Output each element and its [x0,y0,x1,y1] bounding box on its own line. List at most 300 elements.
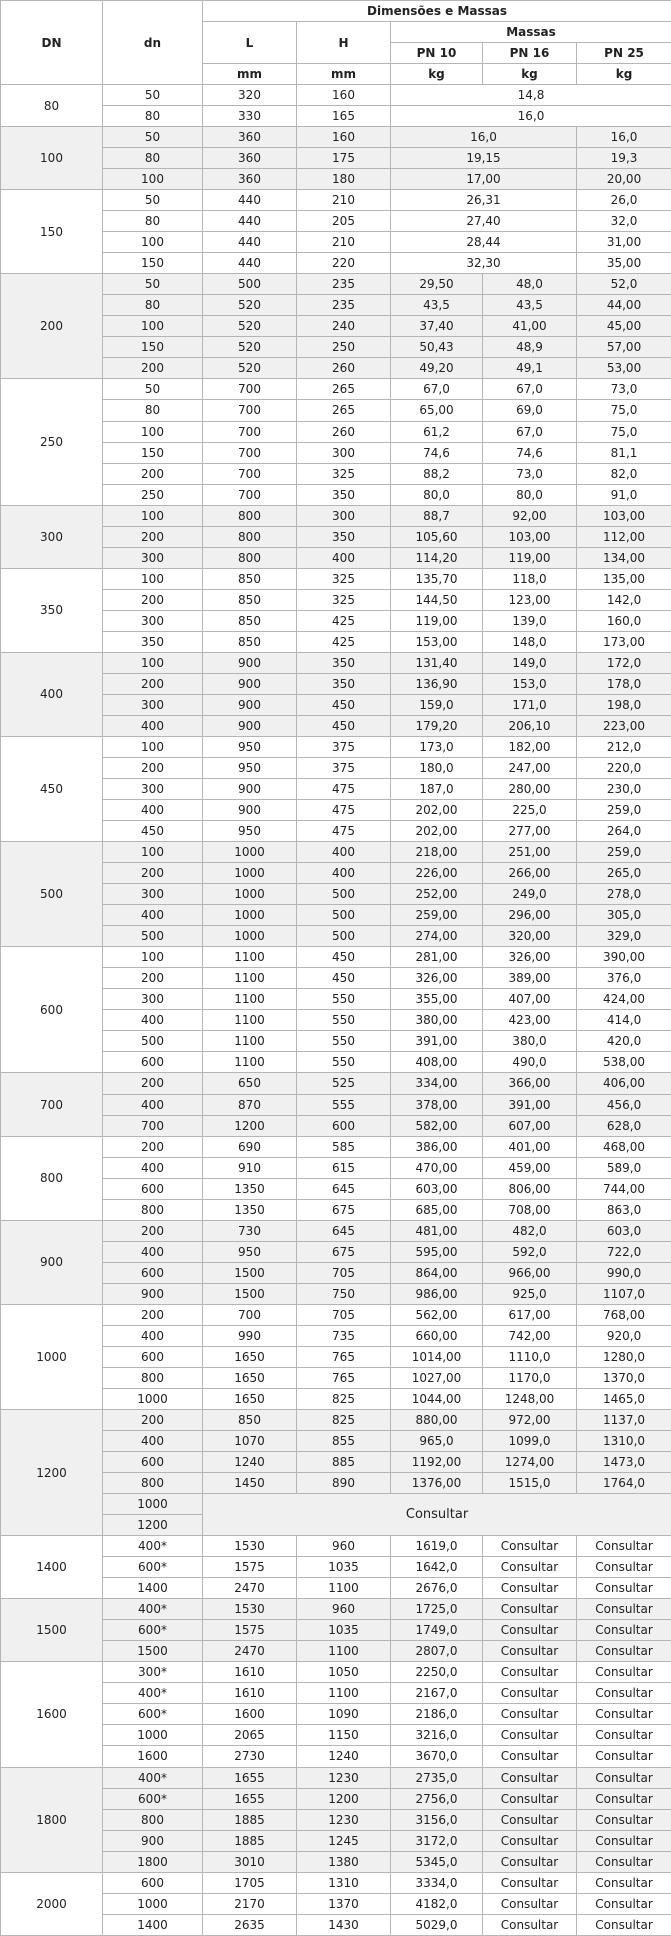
pn10-cell: 65,00 [391,400,483,421]
dn-small-cell: 700 [103,1115,203,1136]
dn-small-cell: 100 [103,947,203,968]
dn-small-cell: 300 [103,779,203,800]
pn10-cell: 119,00 [391,610,483,631]
l-cell: 1575 [203,1557,297,1578]
pn10-cell: 226,00 [391,863,483,884]
pn10-cell: 1376,00 [391,1473,483,1494]
dn-small-cell: 300 [103,547,203,568]
h-cell: 260 [297,421,391,442]
h-cell: 350 [297,484,391,505]
pn10-cell: 334,00 [391,1073,483,1094]
pn25-cell: Consultar [577,1746,671,1767]
pn25-cell: 589,0 [577,1157,671,1178]
pn16-cell: 277,00 [483,821,577,842]
pn16-cell: Consultar [483,1683,577,1704]
dn-small-cell: 100 [103,505,203,526]
h-cell: 450 [297,694,391,715]
pn10-cell: 105,60 [391,526,483,547]
pn10-pn16-merged-cell: 19,15 [391,148,577,169]
table-row [1,1136,671,1157]
dn-small-cell: 400 [103,1094,203,1115]
dn-small-cell: 1000 [103,1388,203,1409]
l-cell: 1885 [203,1809,297,1830]
table-row [1,1872,671,1893]
dn-cell: 900 [1,1220,103,1304]
dn-cell: 400 [1,652,103,736]
header-dimensions-masses: Dimensões e Massas [203,1,671,22]
h-cell: 325 [297,463,391,484]
table-row [1,274,671,295]
header-dn: DN [1,1,103,85]
pn10-pn16-merged-cell: 28,44 [391,232,577,253]
l-cell: 520 [203,295,297,316]
dn-small-cell: 300 [103,989,203,1010]
h-cell: 675 [297,1199,391,1220]
pn16-cell: 247,00 [483,758,577,779]
dn-small-cell: 800 [103,1809,203,1830]
h-cell: 450 [297,968,391,989]
pn16-cell: 482,0 [483,1220,577,1241]
dn-small-cell: 1000 [103,1494,203,1515]
l-cell: 1350 [203,1199,297,1220]
pn16-cell: 708,00 [483,1199,577,1220]
pn16-cell: 92,00 [483,505,577,526]
dn-small-cell: 50 [103,190,203,211]
l-cell: 950 [203,736,297,757]
dn-small-cell: 200 [103,358,203,379]
pn25-cell: 135,00 [577,568,671,589]
table-row [1,1536,671,1557]
pn10-cell: 2756,0 [391,1788,483,1809]
dn-small-cell: 800 [103,1199,203,1220]
pn25-cell: 57,00 [577,337,671,358]
l-cell: 1100 [203,1010,297,1031]
pn25-cell: 744,00 [577,1178,671,1199]
h-cell: 160 [297,127,391,148]
pn25-cell: 223,00 [577,715,671,736]
h-cell: 175 [297,148,391,169]
pn16-cell: Consultar [483,1788,577,1809]
pn16-cell: 366,00 [483,1073,577,1094]
pn16-cell: 49,1 [483,358,577,379]
h-cell: 265 [297,400,391,421]
dn-small-cell: 400* [103,1683,203,1704]
h-cell: 1100 [297,1683,391,1704]
pn10-pn16-merged-cell: 32,30 [391,253,577,274]
l-cell: 850 [203,589,297,610]
pn16-cell: 1274,00 [483,1452,577,1473]
dn-small-cell: 200 [103,968,203,989]
pn25-cell: 329,0 [577,926,671,947]
l-cell: 1575 [203,1620,297,1641]
pn25-cell: 390,00 [577,947,671,968]
pn10-pn16-merged-cell: 27,40 [391,211,577,232]
l-cell: 2170 [203,1893,297,1914]
dn-small-cell: 600 [103,1872,203,1893]
h-cell: 675 [297,1241,391,1262]
pn16-cell: Consultar [483,1830,577,1851]
h-cell: 400 [297,547,391,568]
pn16-cell: 67,0 [483,421,577,442]
pn25-cell: 264,0 [577,821,671,842]
pn10-cell: 218,00 [391,842,483,863]
dn-small-cell: 400 [103,800,203,821]
pn16-cell: 43,5 [483,295,577,316]
l-cell: 440 [203,232,297,253]
h-cell: 160 [297,85,391,106]
pn16-cell: 401,00 [483,1136,577,1157]
h-cell: 165 [297,106,391,127]
table-row [1,1304,671,1325]
pn10-cell: 3334,0 [391,1872,483,1893]
h-cell: 375 [297,758,391,779]
pn-merged-cell: 16,0 [391,106,671,127]
dn-small-cell: 100 [103,316,203,337]
dn-cell: 100 [1,127,103,190]
dn-small-cell: 1000 [103,1725,203,1746]
dn-cell: 350 [1,568,103,652]
pn10-cell: 2676,0 [391,1578,483,1599]
dn-small-cell: 400* [103,1767,203,1788]
pn10-cell: 685,00 [391,1199,483,1220]
h-cell: 400 [297,863,391,884]
table-row [1,505,671,526]
l-cell: 900 [203,673,297,694]
h-cell: 825 [297,1388,391,1409]
l-cell: 1450 [203,1473,297,1494]
h-cell: 350 [297,673,391,694]
pn16-cell: 74,6 [483,442,577,463]
pn16-cell: 139,0 [483,610,577,631]
pn10-cell: 259,00 [391,905,483,926]
l-cell: 2730 [203,1746,297,1767]
pn25-cell: 172,0 [577,652,671,673]
h-cell: 825 [297,1409,391,1430]
h-cell: 1090 [297,1704,391,1725]
h-cell: 475 [297,779,391,800]
table-row [1,127,671,148]
dn-small-cell: 200 [103,1220,203,1241]
dn-small-cell: 100 [103,568,203,589]
h-cell: 555 [297,1094,391,1115]
l-cell: 2470 [203,1578,297,1599]
dn-cell: 1800 [1,1767,103,1872]
h-cell: 180 [297,169,391,190]
dn-small-cell: 80 [103,148,203,169]
dn-cell: 600 [1,947,103,1073]
pn10-cell: 1014,00 [391,1346,483,1367]
pn10-cell: 481,00 [391,1220,483,1241]
unit-h: mm [297,64,391,85]
h-cell: 210 [297,232,391,253]
h-cell: 645 [297,1220,391,1241]
dn-small-cell: 300 [103,884,203,905]
pn25-cell: Consultar [577,1662,671,1683]
pn16-cell: Consultar [483,1704,577,1725]
pn10-cell: 61,2 [391,421,483,442]
h-cell: 1050 [297,1662,391,1683]
pn16-cell: 103,00 [483,526,577,547]
pn25-cell: 75,0 [577,421,671,442]
pn10-cell: 880,00 [391,1409,483,1430]
h-cell: 260 [297,358,391,379]
unit-pn25: kg [577,64,671,85]
h-cell: 300 [297,442,391,463]
header-h: H [297,22,391,64]
pn10-cell: 173,0 [391,736,483,757]
pn10-cell: 386,00 [391,1136,483,1157]
pn16-cell: Consultar [483,1725,577,1746]
h-cell: 960 [297,1599,391,1620]
h-cell: 960 [297,1536,391,1557]
l-cell: 950 [203,1241,297,1262]
dn-small-cell: 100 [103,421,203,442]
pn25-cell: 178,0 [577,673,671,694]
pn10-cell: 603,00 [391,1178,483,1199]
dn-cell: 1200 [1,1409,103,1535]
h-cell: 1035 [297,1557,391,1578]
l-cell: 910 [203,1157,297,1178]
h-cell: 525 [297,1073,391,1094]
dn-cell: 1000 [1,1304,103,1409]
l-cell: 1200 [203,1115,297,1136]
l-cell: 850 [203,1409,297,1430]
dn-small-cell: 80 [103,295,203,316]
pn10-cell: 1044,00 [391,1388,483,1409]
h-cell: 350 [297,526,391,547]
dn-small-cell: 600* [103,1620,203,1641]
consultar-cell: Consultar [203,1494,671,1536]
dn-small-cell: 1800 [103,1851,203,1872]
h-cell: 235 [297,295,391,316]
l-cell: 700 [203,484,297,505]
h-cell: 1245 [297,1830,391,1851]
dn-small-cell: 200 [103,863,203,884]
pn16-cell: 251,00 [483,842,577,863]
l-cell: 1000 [203,926,297,947]
l-cell: 900 [203,715,297,736]
dn-small-cell: 350 [103,631,203,652]
h-cell: 450 [297,947,391,968]
table-row [1,190,671,211]
dn-small-cell: 200 [103,463,203,484]
pn25-cell: Consultar [577,1914,671,1935]
pn25-cell: 920,0 [577,1325,671,1346]
pn16-cell: 296,00 [483,905,577,926]
pn25-cell: 768,00 [577,1304,671,1325]
dn-small-cell: 150 [103,337,203,358]
pn25-cell: Consultar [577,1788,671,1809]
dn-small-cell: 200 [103,1136,203,1157]
h-cell: 855 [297,1431,391,1452]
dn-small-cell: 100 [103,169,203,190]
h-cell: 475 [297,821,391,842]
l-cell: 3010 [203,1851,297,1872]
dn-small-cell: 50 [103,127,203,148]
pn10-cell: 159,0 [391,694,483,715]
pn25-cell: Consultar [577,1809,671,1830]
dn-small-cell: 400 [103,715,203,736]
pn10-cell: 864,00 [391,1262,483,1283]
pn25-cell: 20,00 [577,169,671,190]
pn16-cell: 119,00 [483,547,577,568]
table-row [1,736,671,757]
dn-small-cell: 50 [103,379,203,400]
l-cell: 700 [203,400,297,421]
l-cell: 500 [203,274,297,295]
h-cell: 375 [297,736,391,757]
pn25-cell: 414,0 [577,1010,671,1031]
header-pn25: PN 25 [577,43,671,64]
table-row [1,1220,671,1241]
h-cell: 235 [297,274,391,295]
pn10-cell: 80,0 [391,484,483,505]
dn-small-cell: 1400 [103,1578,203,1599]
pn25-cell: 603,0 [577,1220,671,1241]
l-cell: 650 [203,1073,297,1094]
pn16-cell: 320,00 [483,926,577,947]
l-cell: 950 [203,758,297,779]
h-cell: 205 [297,211,391,232]
pn25-cell: 230,0 [577,779,671,800]
pn10-cell: 274,00 [391,926,483,947]
h-cell: 705 [297,1262,391,1283]
dn-small-cell: 200 [103,1304,203,1325]
table-row [1,568,671,589]
l-cell: 800 [203,526,297,547]
l-cell: 900 [203,779,297,800]
pn10-cell: 50,43 [391,337,483,358]
l-cell: 800 [203,505,297,526]
pn25-cell: Consultar [577,1557,671,1578]
pn16-cell: 391,00 [483,1094,577,1115]
pn25-cell: 198,0 [577,694,671,715]
l-cell: 1600 [203,1704,297,1725]
h-cell: 1230 [297,1809,391,1830]
pn16-cell: 925,0 [483,1283,577,1304]
pn25-cell: 32,0 [577,211,671,232]
pn10-cell: 135,70 [391,568,483,589]
pn10-cell: 660,00 [391,1325,483,1346]
dn-cell: 2000 [1,1872,103,1935]
pn10-cell: 88,2 [391,463,483,484]
pn25-cell: Consultar [577,1830,671,1851]
h-cell: 1430 [297,1914,391,1935]
pn25-cell: 305,0 [577,905,671,926]
pn16-cell: Consultar [483,1872,577,1893]
header-pn10: PN 10 [391,43,483,64]
dn-small-cell: 500 [103,926,203,947]
l-cell: 360 [203,169,297,190]
pn25-cell: Consultar [577,1893,671,1914]
h-cell: 425 [297,631,391,652]
h-cell: 1200 [297,1788,391,1809]
l-cell: 360 [203,127,297,148]
l-cell: 2470 [203,1641,297,1662]
dn-small-cell: 300 [103,694,203,715]
pn25-cell: 81,1 [577,442,671,463]
table-row [1,1599,671,1620]
pn25-cell: Consultar [577,1704,671,1725]
pn10-cell: 37,40 [391,316,483,337]
pn16-cell: 182,00 [483,736,577,757]
pn25-cell: 259,0 [577,842,671,863]
pn10-cell: 144,50 [391,589,483,610]
pn16-cell: Consultar [483,1620,577,1641]
pn25-cell: 103,00 [577,505,671,526]
pn25-cell: 82,0 [577,463,671,484]
dn-small-cell: 100 [103,736,203,757]
h-cell: 325 [297,568,391,589]
pn16-cell: Consultar [483,1914,577,1935]
l-cell: 1100 [203,1031,297,1052]
pn16-cell: Consultar [483,1557,577,1578]
dn-cell: 200 [1,274,103,379]
l-cell: 800 [203,547,297,568]
h-cell: 550 [297,1031,391,1052]
pn25-cell: 259,0 [577,800,671,821]
h-cell: 350 [297,652,391,673]
l-cell: 700 [203,442,297,463]
dn-small-cell: 450 [103,821,203,842]
l-cell: 1000 [203,842,297,863]
pn10-cell: 2167,0 [391,1683,483,1704]
dn-cell: 700 [1,1073,103,1136]
pn25-cell: Consultar [577,1536,671,1557]
pn10-cell: 74,6 [391,442,483,463]
h-cell: 1370 [297,1893,391,1914]
pn10-cell: 562,00 [391,1304,483,1325]
dn-small-cell: 400 [103,1325,203,1346]
table-row [1,1662,671,1683]
h-cell: 550 [297,989,391,1010]
pn10-cell: 4182,0 [391,1893,483,1914]
pn10-cell: 470,00 [391,1157,483,1178]
pn25-cell: 26,0 [577,190,671,211]
l-cell: 1000 [203,905,297,926]
pn16-cell: Consultar [483,1746,577,1767]
pn25-cell: 278,0 [577,884,671,905]
h-cell: 765 [297,1346,391,1367]
l-cell: 440 [203,190,297,211]
h-cell: 250 [297,337,391,358]
pn10-cell: 281,00 [391,947,483,968]
l-cell: 1655 [203,1788,297,1809]
pn10-cell: 3156,0 [391,1809,483,1830]
pn16-cell: 617,00 [483,1304,577,1325]
dn-small-cell: 200 [103,673,203,694]
l-cell: 700 [203,379,297,400]
dn-small-cell: 1000 [103,1893,203,1914]
pn16-cell: 742,00 [483,1325,577,1346]
h-cell: 265 [297,379,391,400]
dn-small-cell: 80 [103,211,203,232]
pn10-cell: 595,00 [391,1241,483,1262]
pn25-cell: Consultar [577,1641,671,1662]
h-cell: 885 [297,1452,391,1473]
pn10-cell: 1749,0 [391,1620,483,1641]
l-cell: 1705 [203,1872,297,1893]
pn10-cell: 355,00 [391,989,483,1010]
pn16-cell: 266,00 [483,863,577,884]
pn16-cell: 423,00 [483,1010,577,1031]
pn16-cell: 1099,0 [483,1431,577,1452]
pn16-cell: Consultar [483,1809,577,1830]
pn10-cell: 67,0 [391,379,483,400]
pn25-cell: 91,0 [577,484,671,505]
pn16-cell: 280,00 [483,779,577,800]
pn10-cell: 179,20 [391,715,483,736]
